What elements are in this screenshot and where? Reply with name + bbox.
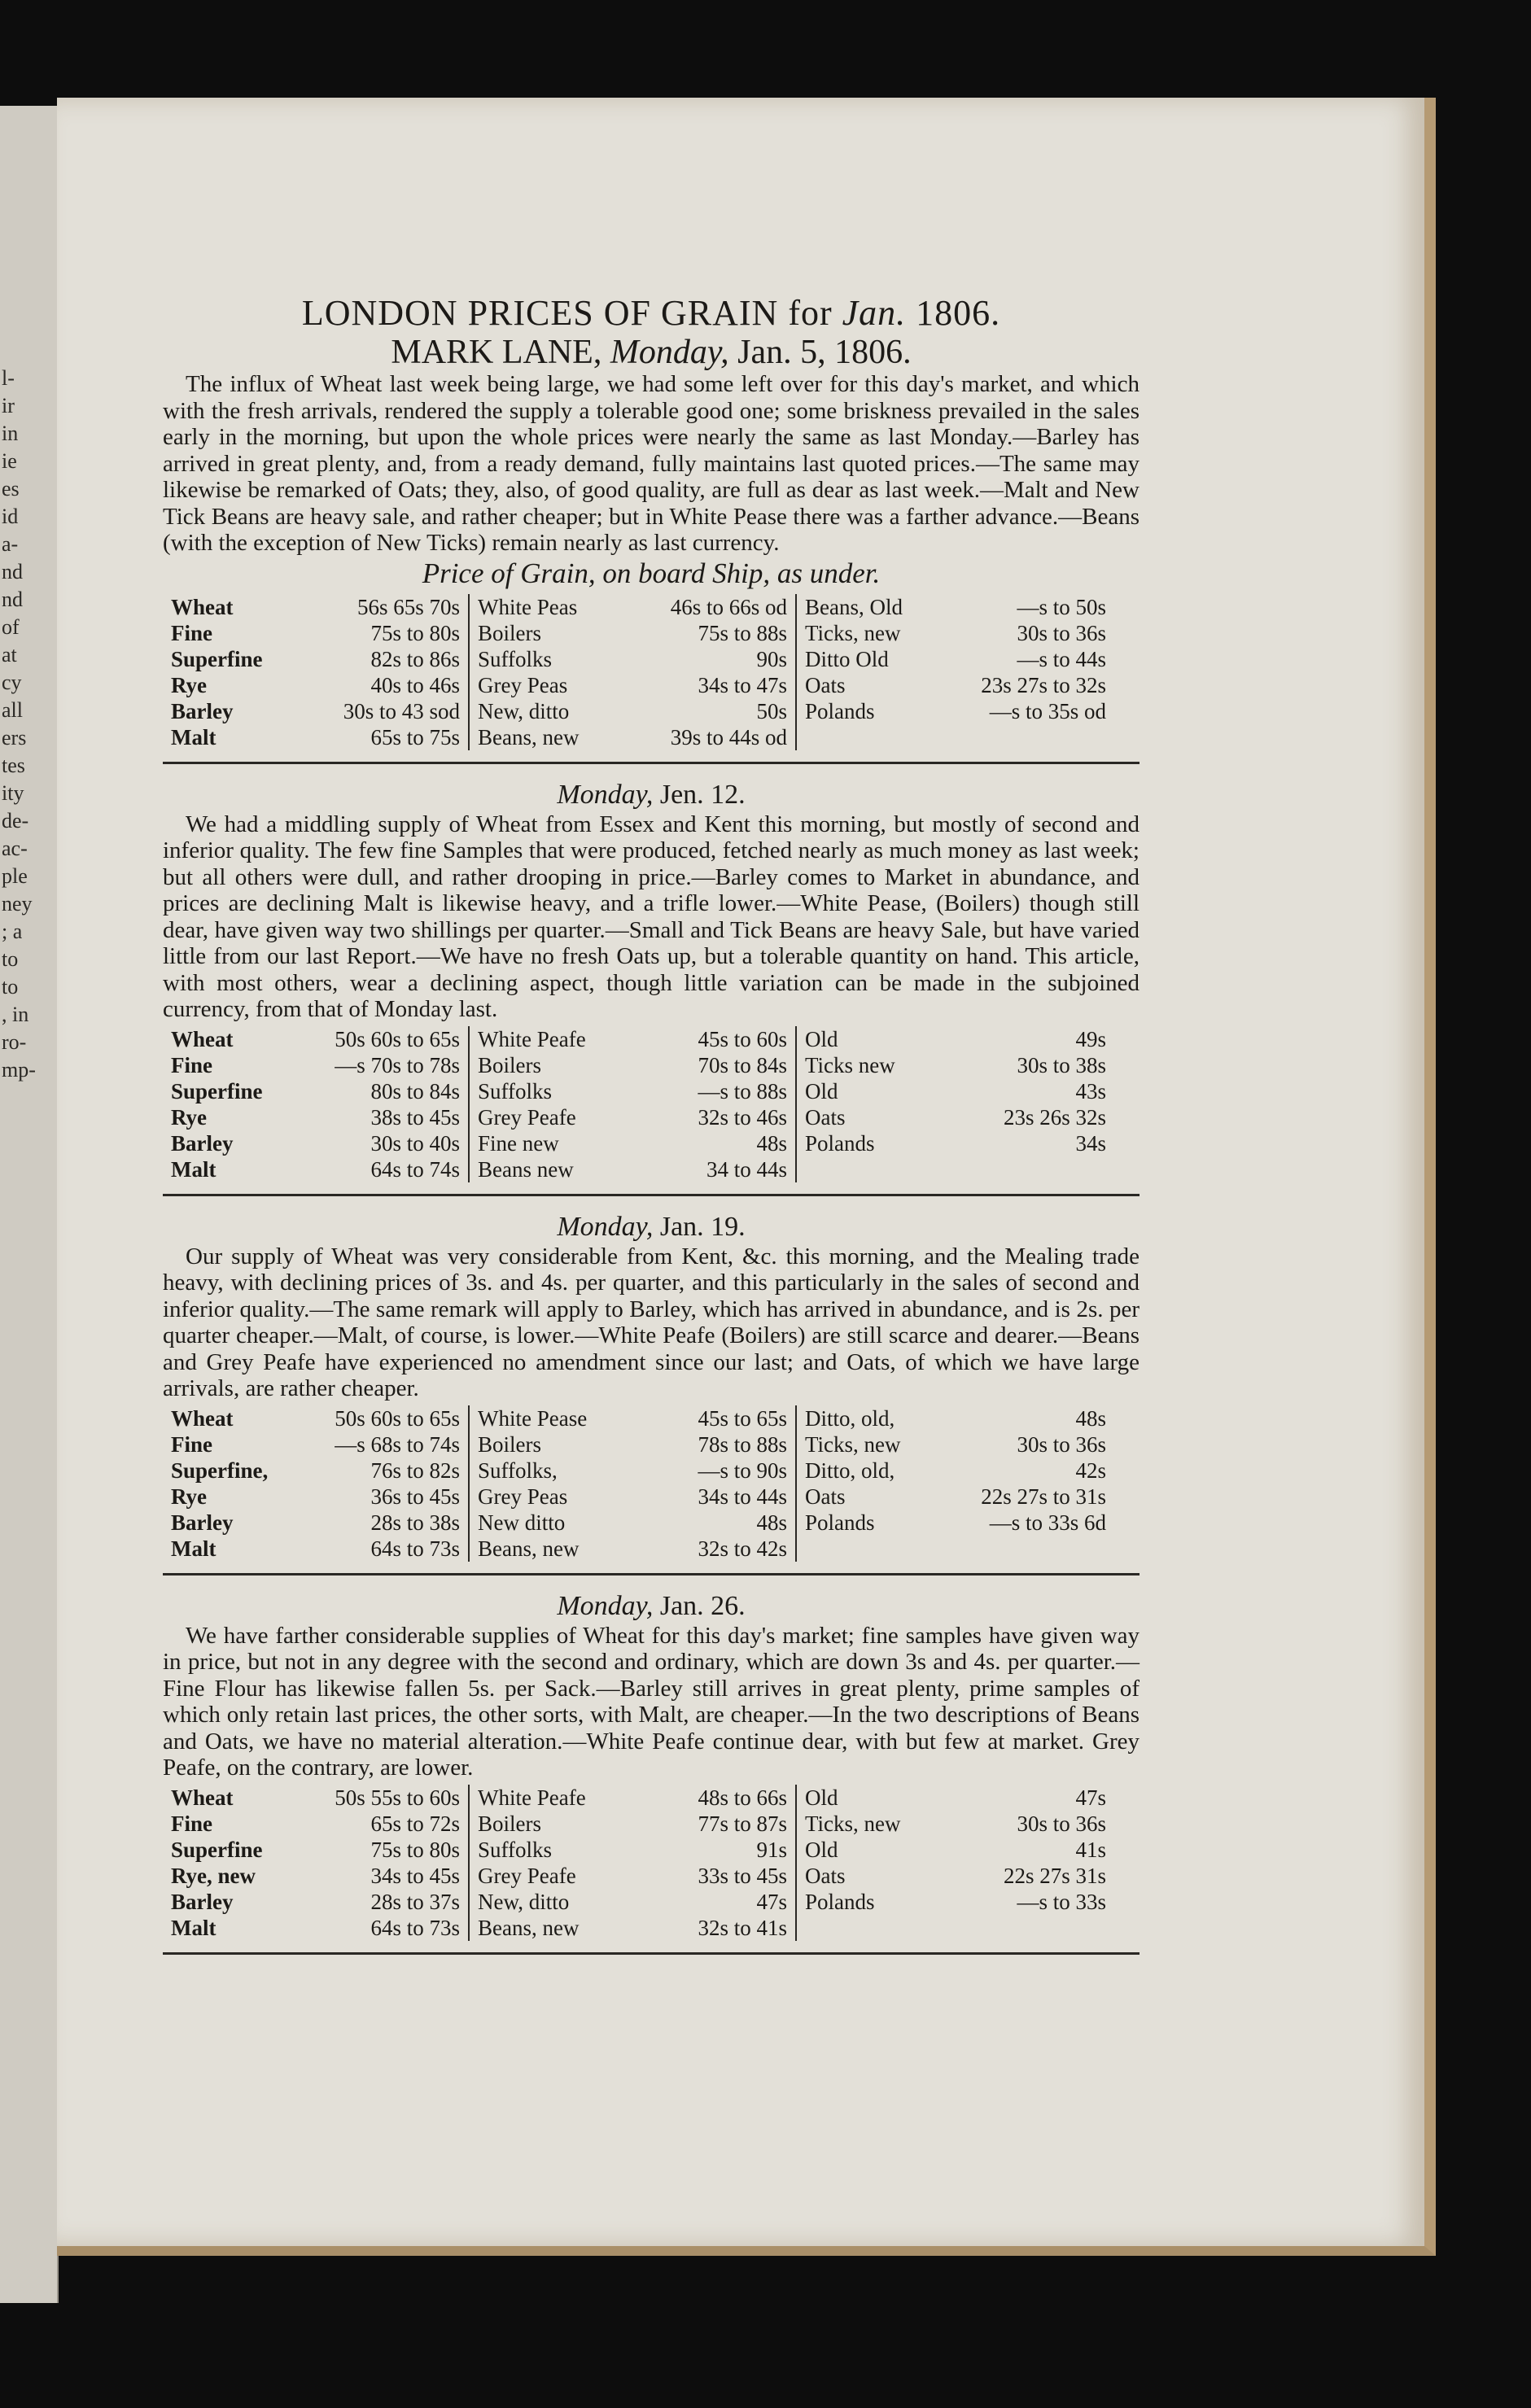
report-date: Jan. 26. bbox=[659, 1590, 746, 1621]
price-row bbox=[805, 646, 1106, 672]
grain-name: White Pease bbox=[478, 1405, 588, 1431]
grain-name: Boilers bbox=[478, 620, 541, 645]
price-row bbox=[478, 1510, 787, 1536]
grain-name: Ditto, old, bbox=[805, 1405, 895, 1431]
price-row bbox=[171, 620, 460, 646]
grain-name: Ditto Old bbox=[805, 646, 889, 671]
price-row bbox=[171, 646, 460, 672]
grain-name: Suffolks bbox=[478, 1078, 553, 1103]
price-row bbox=[805, 1431, 1106, 1457]
grain-name: Old bbox=[805, 1837, 838, 1862]
grain-name: Polands bbox=[805, 1510, 875, 1535]
facing-page-fragment: to bbox=[2, 947, 19, 971]
price-row bbox=[171, 1510, 460, 1536]
price-row bbox=[805, 1863, 1106, 1889]
grain-price: 64s to 73s bbox=[370, 1915, 460, 1940]
grain-price: 49s bbox=[1075, 1026, 1106, 1051]
facing-page-edge bbox=[0, 106, 59, 2303]
grain-name: White Peas bbox=[478, 594, 578, 619]
weekly-reports bbox=[163, 371, 1140, 1955]
price-row bbox=[478, 1811, 787, 1837]
grain-name: Barley bbox=[171, 1130, 234, 1156]
price-column bbox=[468, 1785, 795, 1941]
title-text: LONDON PRICES OF GRAIN for bbox=[301, 293, 833, 333]
price-row bbox=[805, 1457, 1106, 1484]
price-row bbox=[171, 1405, 460, 1431]
grain-name: Fine bbox=[171, 1431, 212, 1457]
grain-price: 47s bbox=[1075, 1785, 1106, 1810]
facing-page-fragment: ney bbox=[2, 892, 33, 916]
market-report: Our supply of Wheat was very considerable from Kent, &c. this morning, and the Mealing trade heavy, with declining prices of 3s. and 4s. per quarter, and this particularly in the sales of second and inferior quality.—The same remark will apply to Barley, which has arrived in abundance, and is 2s. per quarter cheaper.—Malt, of course, is lower.—White Peafe (Boilers) are still scarce and dearer.—Beans and Grey Peafe have experienced no amendment since our last; and Oats, of which we have large arrivals, are rather cheaper. bbox=[163, 1243, 1140, 1401]
price-row bbox=[805, 1052, 1106, 1078]
grain-price: 41s bbox=[1075, 1837, 1106, 1862]
facing-page-fragment: ir bbox=[2, 394, 15, 417]
grain-price: 40s to 46s bbox=[370, 672, 460, 697]
grain-price: 48s to 66s bbox=[698, 1785, 787, 1810]
grain-price: 50s 55s to 60s bbox=[335, 1785, 460, 1810]
grain-name: Ticks, new bbox=[805, 1431, 901, 1457]
price-row bbox=[171, 594, 460, 620]
price-column bbox=[795, 1405, 1114, 1562]
report-section bbox=[163, 779, 1140, 1196]
grain-name: Suffolks bbox=[478, 646, 553, 671]
report-section bbox=[163, 1590, 1140, 1955]
report-section bbox=[163, 371, 1140, 764]
grain-name: Rye, new bbox=[171, 1863, 256, 1888]
grain-price: 34s to 44s bbox=[698, 1484, 787, 1509]
grain-name: Old bbox=[805, 1026, 838, 1051]
price-row bbox=[171, 672, 460, 698]
market-report: We had a middling supply of Wheat from Essex and Kent this morning, but mostly of second and inferior quality. The few fine Samples that were produced, fetched nearly as much money as last week; but all others were dull, and rather drooping in price.—Barley comes to Market in abundance, and prices are declining Malt is likewise heavy, and a trifle lower.—White Pease, (Boilers) though still dear, have given way two shillings per quarter.—Small and Tick Beans are heavy Sale, but have varied little from our last Report.—We have no fresh Oats up, but a tolerable quantity on hand. This article, with most others, wear a declining aspect, though little variation can be made in the subjoined currency, from that of Monday last. bbox=[163, 811, 1140, 1022]
grain-price: —s to 33s 6d bbox=[989, 1510, 1106, 1535]
price-row bbox=[171, 1078, 460, 1104]
price-row bbox=[478, 1156, 787, 1182]
grain-name: Rye bbox=[171, 1484, 208, 1509]
grain-price: 30s to 43 sod bbox=[343, 698, 460, 723]
facing-page-fragment: to bbox=[2, 975, 19, 999]
price-row bbox=[171, 1026, 460, 1052]
price-table bbox=[163, 594, 1140, 750]
facing-page-fragment: ers bbox=[2, 726, 27, 749]
price-row bbox=[171, 1536, 460, 1562]
grain-price: 46s to 66s od bbox=[670, 594, 787, 619]
price-row bbox=[478, 1405, 787, 1431]
grain-name: Beans, Old bbox=[805, 594, 903, 619]
grain-price: 45s to 60s bbox=[698, 1026, 787, 1051]
price-column bbox=[795, 594, 1114, 750]
grain-name: Rye bbox=[171, 672, 208, 697]
price-row bbox=[171, 1811, 460, 1837]
grain-name: Suffolks, bbox=[478, 1457, 558, 1483]
facing-page-fragment: mp- bbox=[2, 1058, 36, 1082]
grain-name: Barley bbox=[171, 1510, 234, 1535]
printed-page bbox=[57, 98, 1436, 2256]
price-row bbox=[805, 698, 1106, 724]
price-row bbox=[478, 1915, 787, 1941]
grain-price: 36s to 45s bbox=[370, 1484, 460, 1509]
price-row bbox=[171, 1785, 460, 1811]
price-row bbox=[478, 594, 787, 620]
facing-page-fragment: ro- bbox=[2, 1030, 27, 1054]
grain-price: 22s 27s to 31s bbox=[981, 1484, 1106, 1509]
grain-name: Superfine bbox=[171, 1837, 263, 1862]
grain-name: Grey Peafe bbox=[478, 1104, 576, 1130]
grain-name: Fine bbox=[171, 620, 212, 645]
grain-name: Grey Peas bbox=[478, 1484, 568, 1509]
market-name: MARK LANE, bbox=[391, 334, 602, 371]
grain-price: 75s to 88s bbox=[698, 620, 787, 645]
price-row bbox=[805, 1837, 1106, 1863]
section-divider bbox=[163, 1952, 1140, 1955]
price-row bbox=[805, 1785, 1106, 1811]
facing-page-fragment: ie bbox=[2, 449, 17, 473]
grain-price: 34s to 47s bbox=[698, 672, 787, 697]
price-column bbox=[468, 1405, 795, 1562]
price-row bbox=[171, 1863, 460, 1889]
grain-name: Oats bbox=[805, 1104, 846, 1130]
facing-page-fragment: de- bbox=[2, 809, 29, 833]
grain-price: 33s to 45s bbox=[698, 1863, 787, 1888]
grain-name: Ticks, new bbox=[805, 620, 901, 645]
grain-price: —s to 44s bbox=[1017, 646, 1106, 671]
title-month: Jan. bbox=[842, 293, 907, 333]
grain-price: 30s to 36s bbox=[1017, 1431, 1106, 1457]
report-day: Monday, bbox=[557, 1211, 654, 1242]
grain-name: Polands bbox=[805, 698, 875, 723]
grain-name: Beans new bbox=[478, 1156, 574, 1182]
grain-price: 48s bbox=[756, 1510, 787, 1535]
price-row bbox=[805, 1510, 1106, 1536]
price-row bbox=[805, 1484, 1106, 1510]
grain-name: Superfine bbox=[171, 646, 263, 671]
grain-price: 64s to 74s bbox=[370, 1156, 460, 1182]
facing-page-fragment: ple bbox=[2, 864, 28, 888]
price-row bbox=[805, 1026, 1106, 1052]
grain-price: 56s 65s 70s bbox=[357, 594, 460, 619]
facing-page-fragment: at bbox=[2, 643, 17, 666]
report-heading bbox=[163, 1211, 1140, 1243]
grain-name: Boilers bbox=[478, 1811, 541, 1836]
grain-name: Oats bbox=[805, 1863, 846, 1888]
grain-name: White Peafe bbox=[478, 1785, 586, 1810]
price-row bbox=[171, 1457, 460, 1484]
grain-name: Suffolks bbox=[478, 1837, 553, 1862]
report-day: Monday, bbox=[557, 1590, 654, 1621]
report-date: Jen. 12. bbox=[659, 779, 746, 810]
price-table bbox=[163, 1405, 1140, 1562]
grain-price: 22s 27s 31s bbox=[1003, 1863, 1106, 1888]
price-row bbox=[478, 646, 787, 672]
grain-price: 75s to 80s bbox=[370, 620, 460, 645]
price-row bbox=[805, 1889, 1106, 1915]
price-row bbox=[478, 1457, 787, 1484]
section-divider bbox=[163, 1194, 1140, 1196]
report-heading bbox=[163, 779, 1140, 811]
price-row bbox=[171, 1915, 460, 1941]
grain-price: 50s bbox=[756, 698, 787, 723]
grain-price: 80s to 84s bbox=[370, 1078, 460, 1103]
grain-price: 82s to 86s bbox=[370, 646, 460, 671]
grain-name: Barley bbox=[171, 1889, 234, 1914]
grain-name: Wheat bbox=[171, 594, 234, 619]
facing-page-fragment: a- bbox=[2, 532, 19, 556]
grain-name: Oats bbox=[805, 1484, 846, 1509]
price-row bbox=[478, 1536, 787, 1562]
market-heading bbox=[163, 334, 1140, 371]
grain-name: Boilers bbox=[478, 1431, 541, 1457]
price-row bbox=[478, 620, 787, 646]
grain-name: White Peafe bbox=[478, 1026, 586, 1051]
price-table-heading: Price of Grain, on board Ship, as under. bbox=[422, 557, 881, 589]
grain-price: —s to 50s bbox=[1017, 594, 1106, 619]
grain-name: Fine bbox=[171, 1052, 212, 1077]
grain-name: Malt bbox=[171, 1156, 217, 1182]
price-row bbox=[171, 1837, 460, 1863]
grain-price: —s 68s to 74s bbox=[335, 1431, 460, 1457]
report-day: Monday, bbox=[557, 779, 654, 810]
grain-price: 43s bbox=[1075, 1078, 1106, 1103]
grain-name: Grey Peas bbox=[478, 672, 568, 697]
price-row bbox=[805, 1078, 1106, 1104]
grain-price: 48s bbox=[1075, 1405, 1106, 1431]
price-row bbox=[805, 594, 1106, 620]
market-date: Jan. 5, 1806. bbox=[737, 334, 912, 371]
price-table bbox=[163, 1026, 1140, 1182]
grain-price: 91s bbox=[756, 1837, 787, 1862]
price-column bbox=[468, 1026, 795, 1182]
grain-name: Beans, new bbox=[478, 1915, 580, 1940]
page-content bbox=[163, 293, 1140, 1969]
price-row bbox=[171, 1484, 460, 1510]
grain-price: 76s to 82s bbox=[370, 1457, 460, 1483]
price-row bbox=[805, 1405, 1106, 1431]
page-title bbox=[163, 293, 1140, 334]
facing-page-fragment: ity bbox=[2, 781, 24, 805]
facing-page-fragment: id bbox=[2, 505, 19, 528]
grain-price: —s to 33s bbox=[1017, 1889, 1106, 1914]
report-date: Jan. 19. bbox=[659, 1211, 746, 1242]
grain-price: 64s to 73s bbox=[370, 1536, 460, 1561]
grain-price: 65s to 75s bbox=[370, 724, 460, 749]
grain-price: —s to 90s bbox=[698, 1457, 787, 1483]
price-row bbox=[171, 1052, 460, 1078]
facing-page-fragment: of bbox=[2, 615, 20, 639]
market-report: The influx of Wheat last week being large, we had some left over for this day's market, and which with the fresh arrivals, rendered the supply a tolerable good one; some briskness prevailed in the sales early in the morning, but upon the whole prices were nearly the same as last Monday.—Barley has arrived in great plenty, and, from a ready demand, fully maintains last quoted prices.—The same may likewise be remarked of Oats; they, also, of good quality, are full as dear as last week.—Malt and New Tick Beans are heavy sale, and rather cheaper; but in White Pease there was a farther advance.—Beans (with the exception of New Ticks) remain nearly as last currency. bbox=[163, 371, 1140, 556]
grain-name: Ditto, old, bbox=[805, 1457, 895, 1483]
price-column bbox=[163, 1405, 468, 1562]
grain-name: New, ditto bbox=[478, 698, 570, 723]
grain-price: 30s to 36s bbox=[1017, 620, 1106, 645]
facing-page-fragment: es bbox=[2, 477, 20, 500]
grain-name: New, ditto bbox=[478, 1889, 570, 1914]
price-column bbox=[163, 1026, 468, 1182]
grain-name: Malt bbox=[171, 1536, 217, 1561]
price-row bbox=[478, 1484, 787, 1510]
grain-price: 28s to 38s bbox=[370, 1510, 460, 1535]
facing-page-fragment: tes bbox=[2, 754, 25, 777]
grain-price: 30s to 38s bbox=[1017, 1052, 1106, 1077]
price-column bbox=[795, 1026, 1114, 1182]
grain-name: Wheat bbox=[171, 1785, 234, 1810]
grain-name: Beans, new bbox=[478, 724, 580, 749]
grain-price: 78s to 88s bbox=[698, 1431, 787, 1457]
grain-price: —s to 88s bbox=[698, 1078, 787, 1103]
price-row bbox=[478, 1431, 787, 1457]
facing-page-fragment: all bbox=[2, 698, 23, 722]
price-column bbox=[163, 594, 468, 750]
grain-name: Oats bbox=[805, 672, 846, 697]
facing-page-fragment: cy bbox=[2, 671, 22, 694]
price-row bbox=[171, 1104, 460, 1130]
price-row bbox=[805, 620, 1106, 646]
grain-price: 42s bbox=[1075, 1457, 1106, 1483]
section-divider bbox=[163, 1573, 1140, 1575]
price-row bbox=[171, 1889, 460, 1915]
price-row bbox=[478, 1078, 787, 1104]
grain-price: 75s to 80s bbox=[370, 1837, 460, 1862]
grain-name: Barley bbox=[171, 698, 234, 723]
price-column bbox=[795, 1785, 1114, 1941]
price-row bbox=[171, 724, 460, 750]
price-row bbox=[171, 1431, 460, 1457]
grain-price: 32s to 42s bbox=[698, 1536, 787, 1561]
grain-price: 39s to 44s od bbox=[670, 724, 787, 749]
price-row bbox=[478, 1130, 787, 1156]
market-day: Monday, bbox=[610, 334, 729, 371]
report-heading bbox=[163, 1590, 1140, 1623]
grain-name: Polands bbox=[805, 1889, 875, 1914]
grain-name: Wheat bbox=[171, 1026, 234, 1051]
facing-page-fragment: , in bbox=[2, 1003, 29, 1026]
price-row bbox=[805, 672, 1106, 698]
grain-price: —s 70s to 78s bbox=[335, 1052, 460, 1077]
grain-name: Superfine, bbox=[171, 1457, 269, 1483]
title-year: 1806. bbox=[916, 293, 1001, 333]
price-row bbox=[805, 1104, 1106, 1130]
grain-price: —s to 35s od bbox=[989, 698, 1106, 723]
price-row bbox=[478, 1889, 787, 1915]
grain-price: 28s to 37s bbox=[370, 1889, 460, 1914]
price-row bbox=[478, 1026, 787, 1052]
grain-price: 30s to 36s bbox=[1017, 1811, 1106, 1836]
grain-price: 34 to 44s bbox=[706, 1156, 787, 1182]
grain-name: Malt bbox=[171, 724, 217, 749]
facing-page-fragment: in bbox=[2, 422, 19, 445]
price-row bbox=[805, 1811, 1106, 1837]
grain-price: 32s to 46s bbox=[698, 1104, 787, 1130]
grain-price: 70s to 84s bbox=[698, 1052, 787, 1077]
grain-price: 47s bbox=[756, 1889, 787, 1914]
price-column bbox=[468, 594, 795, 750]
price-row bbox=[478, 698, 787, 724]
grain-price: 30s to 40s bbox=[370, 1130, 460, 1156]
grain-price: 65s to 72s bbox=[370, 1811, 460, 1836]
price-row bbox=[478, 1052, 787, 1078]
price-row bbox=[171, 1130, 460, 1156]
grain-name: Polands bbox=[805, 1130, 875, 1156]
grain-price: 34s bbox=[1075, 1130, 1106, 1156]
report-section bbox=[163, 1211, 1140, 1575]
facing-page-fragment: ac- bbox=[2, 837, 28, 860]
grain-price: 50s 60s to 65s bbox=[335, 1026, 460, 1051]
grain-name: Boilers bbox=[478, 1052, 541, 1077]
price-row bbox=[478, 1863, 787, 1889]
grain-name: Ticks, new bbox=[805, 1811, 901, 1836]
price-row bbox=[478, 1837, 787, 1863]
grain-price: 32s to 41s bbox=[698, 1915, 787, 1940]
facing-page-fragment: ; a bbox=[2, 920, 23, 943]
price-row bbox=[478, 1785, 787, 1811]
grain-price: 90s bbox=[756, 646, 787, 671]
facing-page-fragment: nd bbox=[2, 588, 23, 611]
grain-name: Superfine bbox=[171, 1078, 263, 1103]
grain-name: Ticks new bbox=[805, 1052, 895, 1077]
grain-name: Rye bbox=[171, 1104, 208, 1130]
grain-name: New ditto bbox=[478, 1510, 566, 1535]
section-divider bbox=[163, 762, 1140, 764]
price-row bbox=[478, 724, 787, 750]
grain-price: 48s bbox=[756, 1130, 787, 1156]
price-row bbox=[478, 1104, 787, 1130]
grain-name: Old bbox=[805, 1785, 838, 1810]
facing-page-fragment: nd bbox=[2, 560, 23, 583]
grain-price: 23s 27s to 32s bbox=[981, 672, 1106, 697]
price-row bbox=[478, 672, 787, 698]
grain-price: 77s to 87s bbox=[698, 1811, 787, 1836]
grain-name: Beans, new bbox=[478, 1536, 580, 1561]
price-row bbox=[805, 1130, 1106, 1156]
price-row bbox=[171, 1156, 460, 1182]
market-report: We have farther considerable supplies of Wheat for this day's market; fine samples have given way in price, but not in any degree with the second and ordinary, which are down 3s and 4s. per quarter.—Fine Flour has likewise fallen 5s. per Sack.—Barley still arrives in great plenty, prime samples of which only retain last prices, the other sorts, with Malt, are cheaper.—In the two descriptions of Beans and Oats, we have no material alteration.—White Peafe continue dear, with but few at market. Grey Peafe, on the contrary, are lower. bbox=[163, 1622, 1140, 1781]
grain-price: 34s to 45s bbox=[370, 1863, 460, 1888]
grain-price: 23s 26s 32s bbox=[1003, 1104, 1106, 1130]
grain-name: Wheat bbox=[171, 1405, 234, 1431]
grain-name: Fine bbox=[171, 1811, 212, 1836]
grain-name: Grey Peafe bbox=[478, 1863, 576, 1888]
grain-name: Malt bbox=[171, 1915, 217, 1940]
grain-name: Fine new bbox=[478, 1130, 559, 1156]
facing-page-fragment: l- bbox=[2, 366, 15, 390]
grain-price: 38s to 45s bbox=[370, 1104, 460, 1130]
grain-name: Old bbox=[805, 1078, 838, 1103]
grain-price: 45s to 65s bbox=[698, 1405, 787, 1431]
price-table bbox=[163, 1785, 1140, 1941]
price-column bbox=[163, 1785, 468, 1941]
price-row bbox=[171, 698, 460, 724]
grain-price: 50s 60s to 65s bbox=[335, 1405, 460, 1431]
